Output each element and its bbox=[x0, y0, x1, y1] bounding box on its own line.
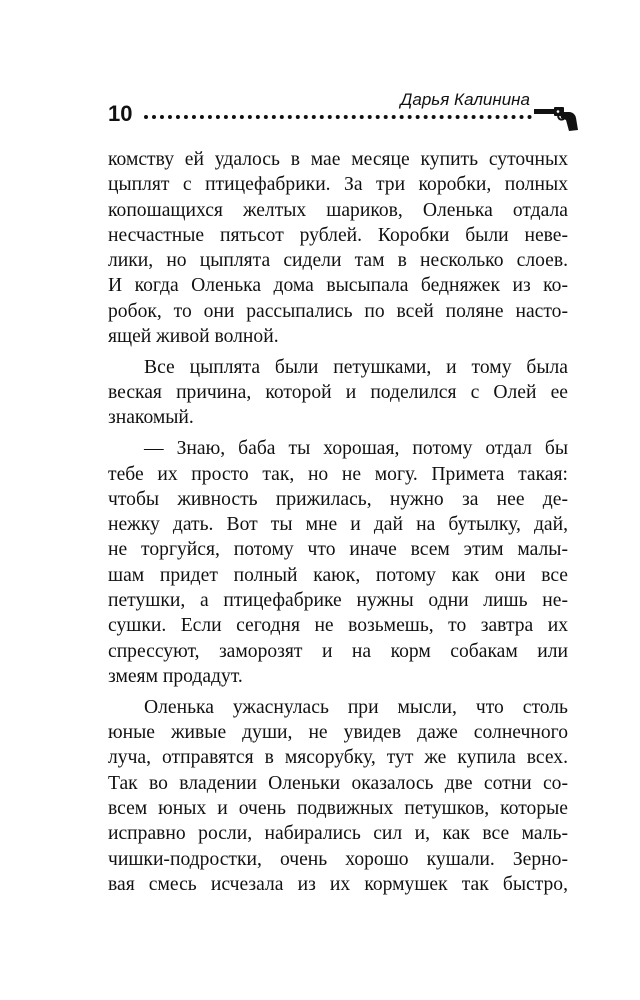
text-line: не торгуйся, потому что иначе всем этим малы- bbox=[108, 539, 568, 561]
text-line: робок, то они рассыпались по всей поляне насто- bbox=[108, 300, 568, 322]
page-number: 10 bbox=[108, 101, 133, 126]
text-line: исправно росли, набирались сил и, как все маль- bbox=[108, 823, 568, 845]
text-line: чишки-подростки, очень хорошо кушали. Зерно- bbox=[108, 848, 568, 870]
text-line: юные живые души, не увидев даже солнечного bbox=[108, 722, 568, 744]
text-line: лики, но цыплята сидели там в несколько слоев. bbox=[108, 250, 568, 272]
revolver-icon bbox=[534, 106, 578, 132]
text-line: всем юных и очень подвижных петушков, которые bbox=[108, 797, 568, 819]
text-line: шам придет полный каюк, потому как они все bbox=[108, 564, 568, 586]
text-line: Так во владении Оленьки оказалось две сотни со- bbox=[108, 772, 568, 794]
text-line: петушки, а птицефабрике нужны одни лишь не- bbox=[108, 590, 568, 612]
text-line: змеям продадут. bbox=[108, 665, 243, 687]
text-line: сушки. Если сегодня не возьмешь, то завтра их bbox=[108, 615, 568, 637]
text-line: Оленька ужаснулась при мысли, что столь bbox=[144, 696, 568, 718]
text-line: цыплят с птицефабрики. За три коробки, полных bbox=[108, 174, 568, 196]
text-line: спрессуют, заморозят и на корм собакам или bbox=[108, 640, 568, 662]
text-line: луча, отправятся в мясорубку, тут же купила всех. bbox=[108, 747, 568, 769]
paragraph-3 bbox=[108, 436, 568, 689]
text-line: чтобы живность прижилась, нужно за нее де- bbox=[108, 488, 568, 510]
author-name: Дарья Калинина bbox=[400, 90, 530, 109]
body-text bbox=[108, 147, 568, 903]
text-line: копошащихся желтых шариков, Оленька отдала bbox=[108, 199, 568, 221]
text-line: И когда Оленька дома высыпала бедняжек из ко- bbox=[108, 275, 568, 297]
text-line: вая смесь исчезала из их кормушек так быстро, bbox=[108, 873, 568, 895]
text-line: тебе их просто так, но не могу. Примета такая: bbox=[108, 463, 568, 485]
text-line: — Знаю, баба ты хорошая, потому отдал бы bbox=[144, 438, 568, 460]
text-line: Все цыплята были петушками, и тому была bbox=[144, 356, 568, 378]
text-line: нежку дать. Вот ты мне и дай на бутылку, дай, bbox=[108, 514, 568, 536]
text-line: комству ей удалось в мае месяце купить суточных bbox=[108, 149, 568, 170]
text-line: веская причина, которой и поделился с Олей ее bbox=[108, 382, 568, 404]
running-head bbox=[108, 92, 578, 132]
paragraph-4 bbox=[108, 695, 568, 897]
text-line: несчастные пятьсот рублей. Коробки были неве- bbox=[108, 224, 568, 246]
dotted-leader bbox=[144, 115, 532, 119]
paragraph-1 bbox=[108, 147, 568, 349]
paragraph-2 bbox=[108, 355, 568, 431]
text-line: ящей живой волной. bbox=[108, 326, 279, 348]
text-line: знакомый. bbox=[108, 407, 194, 429]
